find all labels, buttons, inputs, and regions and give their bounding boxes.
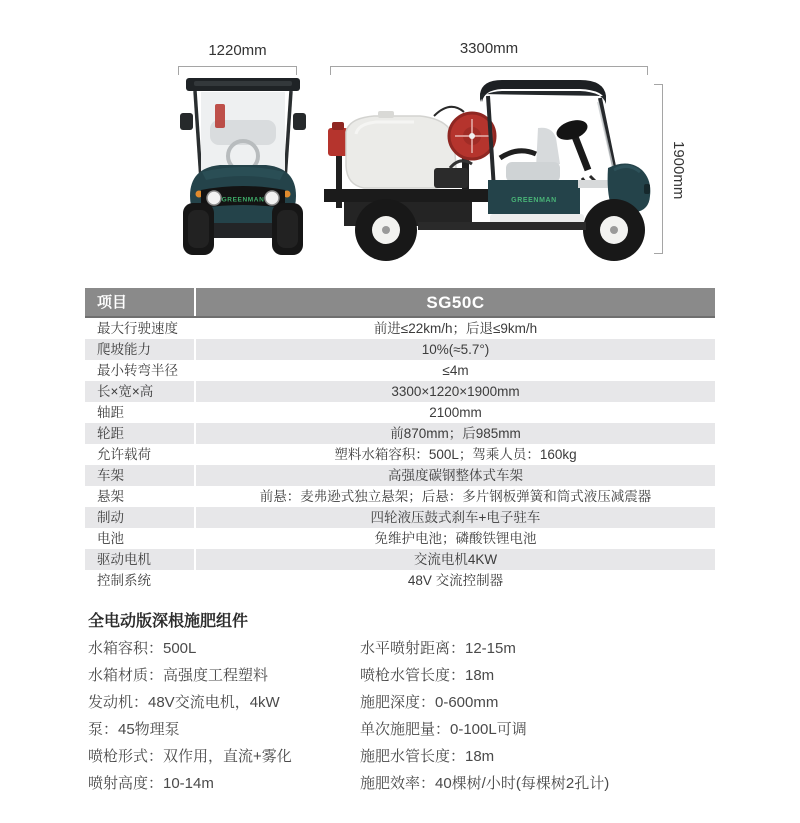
table-row	[85, 570, 715, 591]
table-header-row	[85, 288, 715, 318]
spec-value: 免维护电池；磷酸铁锂电池	[374, 531, 537, 546]
fertilizer-spec-item: 水箱容积：500L	[88, 640, 197, 657]
table-row	[85, 465, 715, 486]
spec-value: 前进≤22km/h；后退≤9km/h	[373, 321, 538, 336]
table-row	[85, 318, 715, 339]
spec-value: ≤4m	[442, 363, 469, 378]
fertilizer-section-title: 全电动版深根施肥组件	[88, 613, 249, 630]
spec-value: 四轮液压鼓式刹车+电子驻车	[370, 510, 541, 525]
table-row	[85, 381, 715, 402]
dimension-side-length: 3300mm	[459, 40, 519, 57]
side-height-bracket	[654, 84, 663, 254]
fertilizer-spec-item: 泵：45物理泵	[88, 721, 180, 738]
table-row	[85, 549, 715, 570]
table-row	[85, 402, 715, 423]
spec-label: 允许载荷	[85, 444, 196, 465]
spec-value: 高强度碳钢整体式车架	[388, 468, 523, 483]
spec-value: 3300×1220×1900mm	[391, 384, 520, 399]
front-wheel	[583, 199, 645, 261]
table-header-model: SG50C	[426, 293, 485, 312]
spec-label: 电池	[85, 528, 196, 549]
spec-label: 最小转弯半径	[85, 360, 196, 381]
spec-label: 车架	[85, 465, 196, 486]
fertilizer-spec-item: 施肥效率：40棵树/小时(每棵树2孔计)	[360, 775, 610, 792]
spec-label: 轴距	[85, 402, 196, 423]
spec-label: 控制系统	[85, 570, 196, 591]
spec-value: 前悬：麦弗逊式独立悬架；后悬：多片钢板弹簧和筒式液压减震器	[259, 489, 652, 504]
brand-logo-text: GREENMAN	[221, 196, 265, 204]
spec-label: 最大行驶速度	[85, 318, 196, 339]
rear-wheel	[355, 199, 417, 261]
spec-label: 制动	[85, 507, 196, 528]
dimension-side-height: 1900mm	[670, 141, 687, 200]
table-row	[85, 486, 715, 507]
dimension-front-width: 1220mm	[208, 42, 267, 59]
table-row	[85, 444, 715, 465]
cart-front-view-image	[180, 76, 306, 260]
hero-section	[0, 0, 800, 285]
fertilizer-spec-item: 施肥深度：0-600mm	[360, 694, 499, 711]
fertilizer-spec-item: 喷射高度：10-14m	[88, 775, 214, 792]
fertilizer-spec-item: 发动机：48V交流电机，4kW	[88, 694, 280, 711]
table-header-item: 项目	[85, 288, 196, 316]
fertilizer-spec-item: 水平喷射距离：12-15m	[360, 640, 516, 657]
table-row	[85, 423, 715, 444]
spec-value: 2100mm	[429, 405, 482, 420]
spec-label: 悬架	[85, 486, 196, 507]
table-row	[85, 507, 715, 528]
front-width-bracket	[178, 66, 297, 75]
side-length-bracket	[330, 66, 648, 75]
fertilizer-spec-item: 水箱材质：高强度工程塑料	[88, 667, 269, 684]
table-body	[85, 318, 715, 591]
brand-side-text: GREENMAN	[511, 197, 557, 204]
fertilizer-spec-item: 施肥水管长度：18m	[360, 748, 495, 765]
spec-table	[85, 288, 715, 591]
table-row	[85, 360, 715, 381]
spec-value: 前870mm；后985mm	[390, 426, 521, 441]
spec-value: 交流电机4KW	[413, 552, 498, 567]
spec-label: 驱动电机	[85, 549, 196, 570]
fertilizer-spec-item: 单次施肥量：0-100L可调	[360, 721, 527, 738]
spec-label: 轮距	[85, 423, 196, 444]
cart-side-view-image	[322, 72, 652, 268]
fertilizer-spec-item: 喷枪形式：双作用，直流+雾化	[88, 748, 292, 765]
table-row	[85, 528, 715, 549]
spec-label: 长×宽×高	[85, 381, 196, 402]
fertilizer-spec-item: 喷枪水管长度：18m	[360, 667, 495, 684]
spec-value: 48V 交流控制器	[407, 573, 504, 588]
spec-label: 爬坡能力	[85, 339, 196, 360]
table-row	[85, 339, 715, 360]
spec-value: 塑料水箱容积：500L；驾乘人员：160kg	[334, 447, 577, 462]
spec-value: 10%(≈5.7°)	[421, 342, 490, 357]
